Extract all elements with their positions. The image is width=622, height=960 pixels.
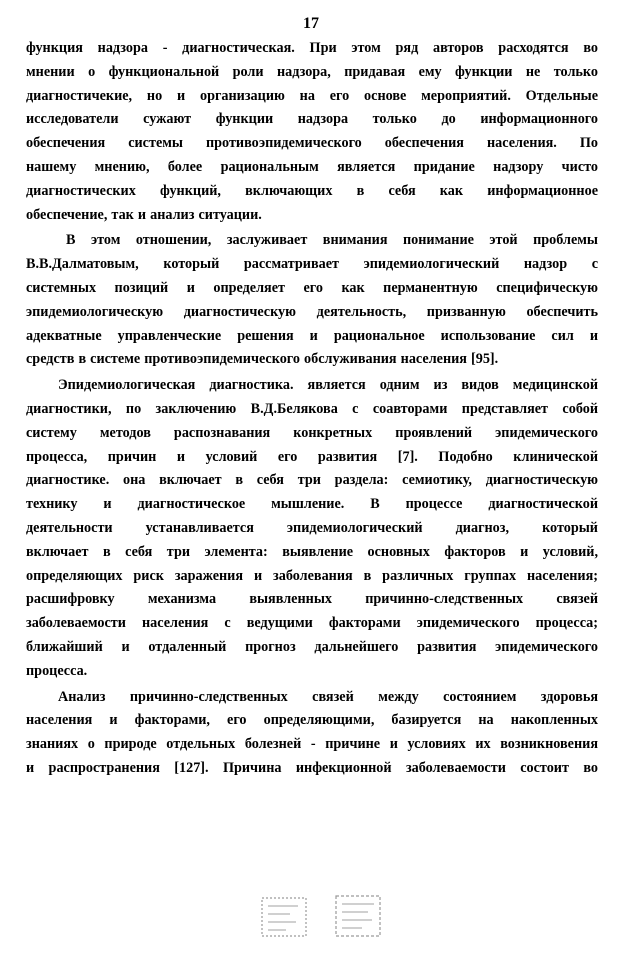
text-line: определяющих риск заражения и заболевания в различных группах населения; <box>26 567 598 584</box>
text-line: технику и диагностическое мышление. В процессе диагностической <box>26 496 598 513</box>
text-line: ближайший и отдаленный прогноз дальнейшего развития эпидемического <box>26 638 598 655</box>
text-line: деятельности устанавливается эпидемиологический диагноз, который <box>26 519 598 536</box>
paragraph-2 <box>26 229 598 372</box>
text-line: включает в себя три элемента: выявление основных факторов и условий, <box>26 543 598 560</box>
text-line: диагностичекие, но и организацию на его основе мероприятий. Отдельные <box>26 87 598 104</box>
text-body <box>26 37 598 781</box>
text-line: системных позиций и определяет его как перманентную специфическую <box>26 279 598 296</box>
text-line: адекватные управленческие решения и рациональное использование сил и <box>26 327 598 344</box>
text-line: диагностики, по заключению В.Д.Белякова с соавторами представляет собой <box>26 400 598 417</box>
text-line: нашему мнению, более рациональным является придание надзору чисто <box>26 158 598 175</box>
paragraph-1 <box>26 37 598 227</box>
library-stamp-icon <box>258 892 386 942</box>
text-line: процесса, причин и условий его развития [7]. Подобно клинической <box>26 448 598 465</box>
text-line: диагностике. она включает в себя три раздела: семиотику, диагностическую <box>26 472 598 489</box>
paragraph-4 <box>26 686 598 781</box>
text-line: заболеваемости населения с ведущими факторами эпидемического процесса; <box>26 615 598 632</box>
text-line: процесса. <box>26 662 88 679</box>
text-line: расшифровку механизма выявленных причинно-следственных связей <box>26 591 598 608</box>
text-line: и распространения [127]. Причина инфекционной заболеваемости состоит во <box>26 759 598 776</box>
paragraph-3 <box>26 374 598 683</box>
text-line: мнении о функциональной роли надзора, придавая ему функции не только <box>26 63 598 80</box>
text-line: В.В.Далматовым, который рассматривает эпидемиологический надзор с <box>26 256 598 273</box>
text-line: обеспечение, так и анализ ситуации. <box>26 206 262 223</box>
page-number: 17 <box>303 15 319 32</box>
text-line: В этом отношении, заслуживает внимания понимание этой проблемы <box>66 232 598 249</box>
text-line: Эпидемиологическая диагностика. является одним из видов медицинской <box>58 377 598 394</box>
text-line: диагностических функций, включающих в себя как информационное <box>26 182 598 199</box>
text-line: Анализ причинно-следственных связей между состоянием здоровья <box>58 688 598 705</box>
text-line: средств в системе противоэпидемического обслуживания населения [95]. <box>26 351 499 368</box>
text-line: исследователи сужают функции надзора только до информационного <box>26 111 598 128</box>
text-line: систему методов распознавания конкретных проявлений эпидемического <box>26 424 598 441</box>
text-line: обеспечения системы противоэпидемического обеспечения населения. По <box>26 135 598 152</box>
text-line: эпидемиологическую диагностическую деятельность, призванную обеспечить <box>26 303 598 320</box>
text-line: знаниях о природе отдельных болезней - причине и условиях их возникновения <box>26 736 598 753</box>
text-line: населения и факторами, его определяющими, базируется на накопленных <box>26 712 598 729</box>
text-line: функция надзора - диагностическая. При этом ряд авторов расходятся во <box>26 40 598 56</box>
